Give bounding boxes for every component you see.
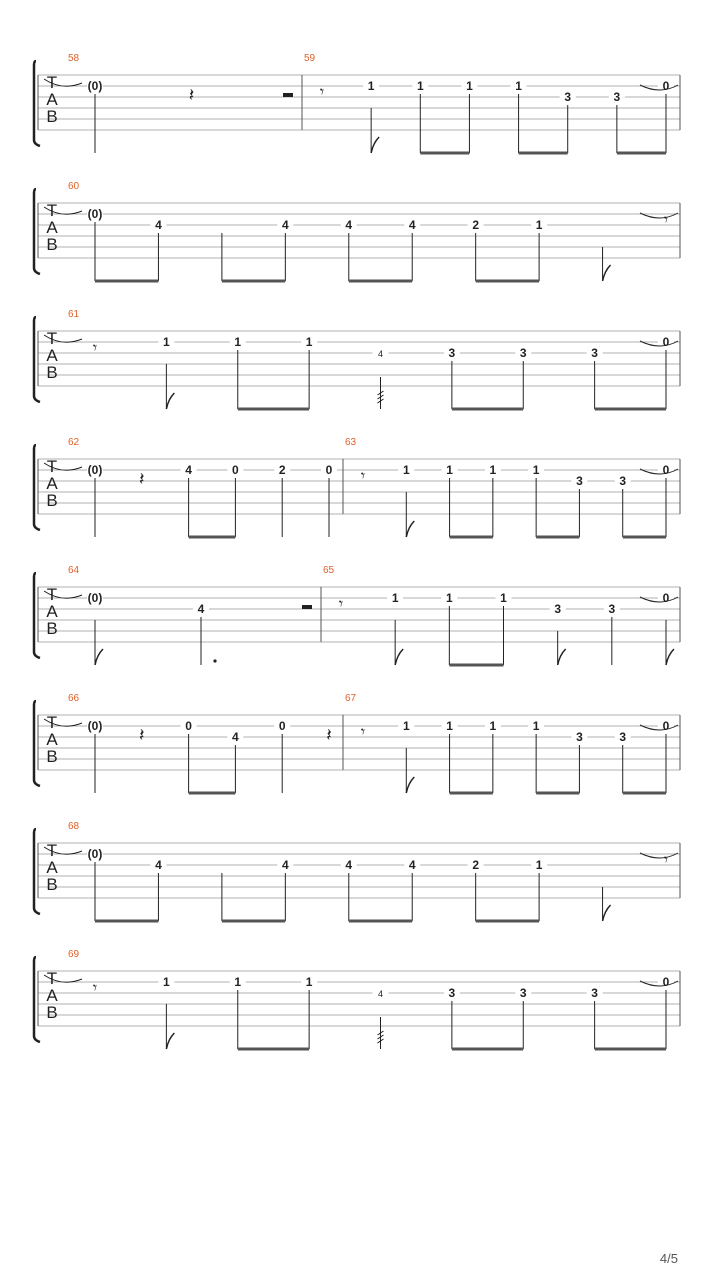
eighth-rest: 𝄾 (360, 466, 366, 485)
fret-number: 1 (515, 79, 522, 93)
tab-clef-letter: T (46, 841, 58, 860)
note-flag (406, 521, 414, 537)
system-bracket (34, 189, 40, 274)
system-bracket (34, 573, 40, 658)
quarter-rest: 𝄽 (139, 725, 145, 746)
tab-clef-letter: T (46, 969, 58, 988)
quarter-rest: 𝄽 (139, 469, 145, 490)
fret-number: 0 (662, 591, 670, 605)
tab-clef-letter: B (46, 235, 58, 254)
measure-number: 64 (68, 565, 80, 576)
staff-system (34, 309, 680, 409)
note-flag (166, 393, 174, 409)
note-flag (95, 649, 103, 665)
fret-number: 1 (234, 335, 242, 349)
measure-number: 66 (68, 693, 80, 704)
tab-clef-letter: B (46, 1003, 58, 1022)
tab-clef-letter: T (46, 585, 58, 604)
tab-clef-letter: A (46, 602, 58, 621)
fret-number: 3 (519, 986, 527, 1000)
tab-clef-letter: A (46, 730, 58, 749)
fret-number: 3 (608, 602, 616, 616)
fret-number: 2 (472, 218, 480, 232)
half-rest (283, 93, 293, 97)
fret-number: 3 (564, 90, 572, 104)
fret-number: 1 (446, 463, 453, 477)
fret-number: 0 (325, 463, 333, 477)
fret-number: 1 (446, 719, 453, 733)
eighth-rest: 𝄾 (92, 338, 98, 357)
fret-number: 1 (367, 79, 375, 93)
measure-number: 62 (68, 437, 80, 448)
fret-number: 0 (662, 975, 670, 989)
measure-number: 69 (68, 949, 80, 960)
fret-number: 3 (619, 730, 627, 744)
staff-system (34, 821, 680, 921)
fret-number: 1 (163, 975, 170, 989)
measure-number: 68 (68, 821, 80, 832)
tab-clef-letter: A (46, 986, 58, 1005)
staff-system (34, 53, 680, 153)
note-flag (603, 265, 611, 281)
fret-number: 0 (662, 79, 670, 93)
eighth-rest: 𝄾 (92, 978, 98, 997)
fret-number: 3 (576, 730, 583, 744)
fret-number: 1 (532, 719, 540, 733)
tab-clef-letter: A (46, 90, 58, 109)
fret-number: 1 (305, 335, 313, 349)
note-flag (406, 777, 414, 793)
fret-number: 1 (489, 463, 497, 477)
tab-clef-letter: B (46, 747, 58, 766)
note-flag (603, 905, 611, 921)
measure-number: 67 (345, 693, 357, 704)
fret-number: 1 (535, 858, 543, 872)
tab-clef-letter: T (46, 457, 58, 476)
fret-number: 4 (281, 858, 289, 872)
eighth-rest: 𝄾 (319, 82, 325, 101)
note-flag (395, 649, 403, 665)
fret-number: 3 (448, 346, 456, 360)
fret-number: 3 (554, 602, 562, 616)
tab-clef-letter: B (46, 363, 58, 382)
system-bracket (34, 829, 40, 914)
staff-system (34, 949, 680, 1049)
fret-number: 1 (466, 79, 473, 93)
fret-number: 0 (662, 335, 670, 349)
fret-number: 1 (402, 719, 410, 733)
measure-number: 65 (323, 565, 335, 576)
system-bracket (34, 61, 40, 146)
measure-number: 59 (304, 53, 316, 64)
tab-clef-letter: A (46, 346, 58, 365)
fret-number: (0) (87, 79, 103, 93)
tab-clef-letter: B (46, 491, 58, 510)
staff-system (34, 437, 680, 537)
system-bracket (34, 957, 40, 1042)
quarter-rest: 𝄽 (326, 725, 332, 746)
fret-number: 1 (402, 463, 410, 477)
tab-clef-letter: T (46, 201, 58, 220)
fret-number: 4 (155, 218, 162, 232)
fret-number: 4 (281, 218, 289, 232)
fret-number: 4 (345, 218, 353, 232)
fret-number: 1 (500, 591, 507, 605)
fret-number: 3 (619, 474, 627, 488)
fret-number: 1 (163, 335, 170, 349)
measure-number: 60 (68, 181, 80, 192)
fret-number: 0 (662, 719, 670, 733)
system-bracket (34, 701, 40, 786)
staff-system (34, 693, 680, 793)
note-flag (558, 649, 566, 665)
fret-number: 1 (391, 591, 399, 605)
eighth-rest: 𝄾 (360, 722, 366, 741)
tab-clef-letter: B (46, 107, 58, 126)
tab-clef-letter: B (46, 619, 58, 638)
fret-number: 4 (377, 989, 384, 999)
fret-number: 4 (185, 463, 192, 477)
half-rest (302, 605, 312, 609)
fret-number: 1 (234, 975, 242, 989)
fret-number: (0) (87, 719, 103, 733)
quarter-rest: 𝄽 (188, 85, 195, 106)
tab-clef-letter: T (46, 73, 58, 92)
measure-number: 63 (345, 437, 357, 448)
fret-number: 3 (613, 90, 621, 104)
fret-number: 3 (591, 986, 598, 1000)
system-bracket (34, 317, 40, 402)
fret-number: 2 (278, 463, 286, 477)
eighth-rest: 𝄾 (663, 210, 669, 229)
fret-number: 3 (519, 346, 527, 360)
note-flag (166, 1033, 174, 1049)
fret-number: 2 (472, 858, 480, 872)
augmentation-dot (213, 659, 216, 662)
fret-number: 4 (197, 602, 205, 616)
fret-number: 3 (591, 346, 598, 360)
fret-number: 0 (232, 463, 239, 477)
fret-number: (0) (87, 591, 103, 605)
tab-clef-letter: A (46, 474, 58, 493)
fret-number: 4 (232, 730, 239, 744)
fret-number: 1 (532, 463, 540, 477)
fret-number: 4 (155, 858, 162, 872)
fret-number: 4 (408, 858, 416, 872)
measure-number: 58 (68, 53, 80, 64)
fret-number: 4 (408, 218, 416, 232)
fret-number: 1 (305, 975, 313, 989)
fret-number: 0 (662, 463, 670, 477)
fret-number: 3 (576, 474, 583, 488)
fret-number: (0) (87, 463, 103, 477)
fret-number: (0) (87, 847, 103, 861)
staff-system (34, 181, 680, 281)
fret-number: (0) (87, 207, 103, 221)
tab-clef-letter: B (46, 875, 58, 894)
fret-number: 1 (489, 719, 497, 733)
note-flag (371, 137, 379, 153)
fret-number: 1 (535, 218, 543, 232)
fret-number: 1 (445, 591, 453, 605)
fret-number: 0 (278, 719, 286, 733)
fret-number: 4 (377, 349, 384, 359)
note-flag (666, 649, 674, 665)
measure-number: 61 (68, 309, 80, 320)
page-number: 4/5 (659, 1251, 678, 1266)
fret-number: 0 (185, 719, 192, 733)
system-bracket (34, 445, 40, 530)
staff-system (34, 565, 680, 665)
tab-clef-letter: T (46, 329, 58, 348)
fret-number: 1 (416, 79, 424, 93)
tab-clef-letter: A (46, 218, 58, 237)
fret-number: 4 (345, 858, 353, 872)
tab-clef-letter: A (46, 858, 58, 877)
fret-number: 3 (448, 986, 456, 1000)
eighth-rest: 𝄾 (663, 850, 669, 869)
eighth-rest: 𝄾 (338, 594, 344, 613)
tab-clef-letter: T (46, 713, 58, 732)
